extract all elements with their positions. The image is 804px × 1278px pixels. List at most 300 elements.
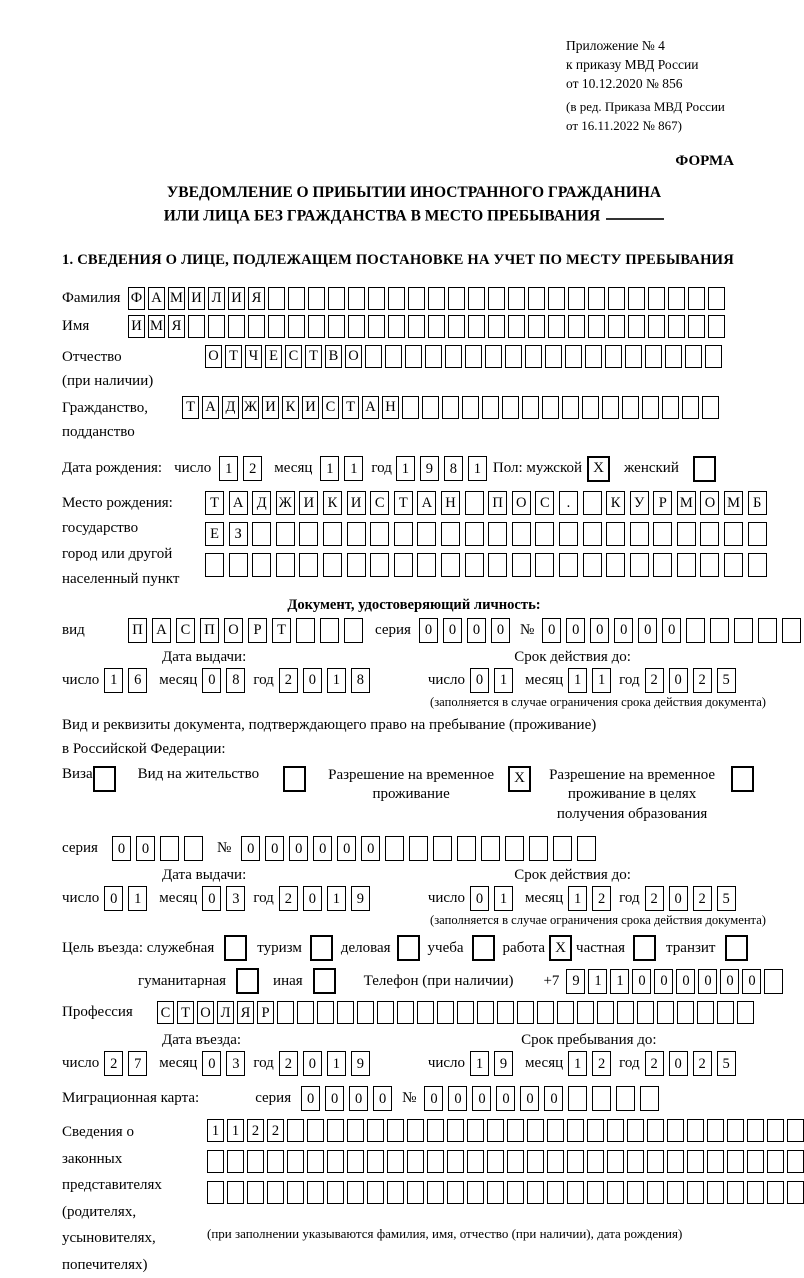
char-cell[interactable] <box>394 553 413 577</box>
char-cell[interactable] <box>568 287 585 310</box>
char-cell[interactable] <box>387 1150 404 1173</box>
char-cell[interactable] <box>527 1119 544 1142</box>
char-cell[interactable] <box>328 315 345 338</box>
char-cell[interactable] <box>667 1119 684 1142</box>
char-cell[interactable]: П <box>488 491 507 515</box>
temp-residence-education-checkbox[interactable] <box>731 766 754 792</box>
char-cell[interactable] <box>537 1001 554 1024</box>
char-cell[interactable] <box>347 553 366 577</box>
char-cell[interactable] <box>394 522 413 546</box>
char-cell[interactable] <box>347 1181 364 1204</box>
char-cell[interactable]: 0 <box>662 618 681 643</box>
char-cell[interactable]: 1 <box>568 1051 587 1076</box>
char-cell[interactable] <box>385 836 404 861</box>
char-cell[interactable] <box>667 1150 684 1173</box>
permit-issue-year-cells[interactable] <box>279 886 370 911</box>
char-cell[interactable] <box>508 287 525 310</box>
char-cell[interactable] <box>267 1181 284 1204</box>
char-cell[interactable] <box>668 315 685 338</box>
char-cell[interactable] <box>657 1001 674 1024</box>
char-cell[interactable]: О <box>512 491 531 515</box>
char-cell[interactable] <box>548 287 565 310</box>
char-cell[interactable] <box>787 1181 804 1204</box>
char-cell[interactable] <box>568 315 585 338</box>
char-cell[interactable] <box>208 315 225 338</box>
char-cell[interactable] <box>616 1086 635 1111</box>
char-cell[interactable] <box>677 1001 694 1024</box>
purpose-private-checkbox[interactable] <box>633 935 656 961</box>
char-cell[interactable] <box>617 1001 634 1024</box>
char-cell[interactable] <box>622 396 639 419</box>
char-cell[interactable] <box>710 618 729 643</box>
char-cell[interactable]: 3 <box>226 1051 245 1076</box>
sex-female-checkbox[interactable] <box>693 456 716 482</box>
doc-series-cells[interactable] <box>419 618 510 643</box>
char-cell[interactable]: 0 <box>491 618 510 643</box>
char-cell[interactable] <box>487 1150 504 1173</box>
char-cell[interactable] <box>227 1181 244 1204</box>
char-cell[interactable]: М <box>677 491 696 515</box>
char-cell[interactable] <box>630 553 649 577</box>
char-cell[interactable] <box>465 491 484 515</box>
char-cell[interactable] <box>687 1150 704 1173</box>
char-cell[interactable]: Л <box>208 287 225 310</box>
char-cell[interactable]: О <box>700 491 719 515</box>
char-cell[interactable] <box>787 1150 804 1173</box>
char-cell[interactable]: 9 <box>566 969 585 994</box>
char-cell[interactable] <box>227 1150 244 1173</box>
char-cell[interactable] <box>602 396 619 419</box>
permit-expiry-day-cells[interactable] <box>470 886 513 911</box>
char-cell[interactable] <box>606 553 625 577</box>
purpose-business-checkbox[interactable] <box>397 935 420 961</box>
char-cell[interactable]: 2 <box>592 1051 611 1076</box>
char-cell[interactable] <box>705 345 722 368</box>
char-cell[interactable] <box>323 553 342 577</box>
purpose-other-checkbox[interactable] <box>313 968 336 994</box>
char-cell[interactable] <box>577 1001 594 1024</box>
char-cell[interactable] <box>727 1181 744 1204</box>
char-cell[interactable]: 0 <box>566 618 585 643</box>
char-cell[interactable] <box>607 1181 624 1204</box>
char-cell[interactable]: Я <box>248 287 265 310</box>
char-cell[interactable]: О <box>224 618 243 643</box>
char-cell[interactable]: 0 <box>443 618 462 643</box>
purpose-study-checkbox[interactable] <box>472 935 495 961</box>
char-cell[interactable]: 0 <box>104 886 123 911</box>
char-cell[interactable] <box>707 1150 724 1173</box>
char-cell[interactable] <box>160 836 179 861</box>
char-cell[interactable]: 0 <box>698 969 717 994</box>
char-cell[interactable] <box>700 522 719 546</box>
char-cell[interactable]: 0 <box>241 836 260 861</box>
char-cell[interactable]: 1 <box>320 456 339 481</box>
char-cell[interactable] <box>465 522 484 546</box>
permit-series-cells[interactable] <box>112 836 203 861</box>
char-cell[interactable]: 2 <box>247 1119 264 1142</box>
char-cell[interactable]: 0 <box>349 1086 368 1111</box>
char-cell[interactable]: О <box>205 345 222 368</box>
char-cell[interactable] <box>583 522 602 546</box>
char-cell[interactable] <box>448 287 465 310</box>
char-cell[interactable] <box>529 836 548 861</box>
char-cell[interactable] <box>252 553 271 577</box>
char-cell[interactable]: Л <box>217 1001 234 1024</box>
temp-residence-permit-checkbox[interactable]: X <box>508 766 531 792</box>
purpose-tourism-checkbox[interactable] <box>310 935 333 961</box>
char-cell[interactable]: 0 <box>638 618 657 643</box>
char-cell[interactable] <box>567 1181 584 1204</box>
char-cell[interactable]: 0 <box>470 668 489 693</box>
char-cell[interactable] <box>433 836 452 861</box>
char-cell[interactable]: С <box>176 618 195 643</box>
char-cell[interactable] <box>577 836 596 861</box>
char-cell[interactable]: 0 <box>590 618 609 643</box>
char-cell[interactable]: А <box>417 491 436 515</box>
char-cell[interactable] <box>229 553 248 577</box>
char-cell[interactable] <box>583 553 602 577</box>
char-cell[interactable] <box>299 522 318 546</box>
char-cell[interactable] <box>767 1181 784 1204</box>
char-cell[interactable]: 1 <box>207 1119 224 1142</box>
char-cell[interactable] <box>688 287 705 310</box>
char-cell[interactable]: 0 <box>467 618 486 643</box>
char-cell[interactable]: И <box>299 491 318 515</box>
char-cell[interactable] <box>645 345 662 368</box>
patronymic-cells[interactable] <box>205 345 722 368</box>
char-cell[interactable] <box>608 315 625 338</box>
char-cell[interactable]: Т <box>272 618 291 643</box>
char-cell[interactable] <box>477 1001 494 1024</box>
char-cell[interactable]: Ч <box>245 345 262 368</box>
char-cell[interactable] <box>505 345 522 368</box>
char-cell[interactable]: 0 <box>470 886 489 911</box>
char-cell[interactable] <box>607 1150 624 1173</box>
char-cell[interactable] <box>707 1181 724 1204</box>
char-cell[interactable] <box>328 287 345 310</box>
char-cell[interactable] <box>553 836 572 861</box>
char-cell[interactable] <box>648 287 665 310</box>
char-cell[interactable] <box>627 1150 644 1173</box>
char-cell[interactable]: 0 <box>614 618 633 643</box>
char-cell[interactable] <box>767 1119 784 1142</box>
char-cell[interactable]: Т <box>342 396 359 419</box>
char-cell[interactable]: 0 <box>720 969 739 994</box>
char-cell[interactable] <box>320 618 339 643</box>
char-cell[interactable] <box>588 287 605 310</box>
char-cell[interactable] <box>277 1001 294 1024</box>
char-cell[interactable]: 3 <box>226 886 245 911</box>
char-cell[interactable]: Е <box>265 345 282 368</box>
char-cell[interactable] <box>487 1181 504 1204</box>
char-cell[interactable]: 1 <box>468 456 487 481</box>
char-cell[interactable] <box>247 1150 264 1173</box>
char-cell[interactable] <box>627 1181 644 1204</box>
char-cell[interactable]: К <box>606 491 625 515</box>
char-cell[interactable] <box>347 1119 364 1142</box>
char-cell[interactable]: Т <box>205 491 224 515</box>
birth-month-cells[interactable] <box>320 456 363 481</box>
char-cell[interactable] <box>606 522 625 546</box>
char-cell[interactable]: 0 <box>361 836 380 861</box>
char-cell[interactable] <box>297 1001 314 1024</box>
doc-number-cells[interactable] <box>542 618 801 643</box>
permit-expiry-year-cells[interactable] <box>645 886 736 911</box>
char-cell[interactable]: М <box>148 315 165 338</box>
char-cell[interactable] <box>407 1150 424 1173</box>
representatives-row3-cells[interactable] <box>207 1181 804 1204</box>
char-cell[interactable]: 1 <box>470 1051 489 1076</box>
char-cell[interactable]: 5 <box>717 1051 736 1076</box>
char-cell[interactable]: 2 <box>645 668 664 693</box>
char-cell[interactable] <box>640 1086 659 1111</box>
char-cell[interactable]: 0 <box>669 1051 688 1076</box>
char-cell[interactable] <box>548 315 565 338</box>
char-cell[interactable] <box>625 345 642 368</box>
char-cell[interactable] <box>717 1001 734 1024</box>
char-cell[interactable]: 0 <box>632 969 651 994</box>
char-cell[interactable] <box>605 345 622 368</box>
char-cell[interactable]: С <box>370 491 389 515</box>
char-cell[interactable] <box>205 553 224 577</box>
char-cell[interactable]: 2 <box>279 668 298 693</box>
char-cell[interactable] <box>288 315 305 338</box>
entry-year-cells[interactable] <box>279 1051 370 1076</box>
char-cell[interactable] <box>402 396 419 419</box>
char-cell[interactable] <box>627 1119 644 1142</box>
char-cell[interactable] <box>687 1119 704 1142</box>
purpose-transit-checkbox[interactable] <box>725 935 748 961</box>
char-cell[interactable]: 2 <box>693 886 712 911</box>
char-cell[interactable]: 8 <box>226 668 245 693</box>
char-cell[interactable] <box>357 1001 374 1024</box>
char-cell[interactable] <box>507 1150 524 1173</box>
char-cell[interactable] <box>252 522 271 546</box>
char-cell[interactable]: 8 <box>444 456 463 481</box>
char-cell[interactable] <box>662 396 679 419</box>
char-cell[interactable] <box>588 315 605 338</box>
char-cell[interactable]: Д <box>222 396 239 419</box>
char-cell[interactable]: С <box>285 345 302 368</box>
char-cell[interactable] <box>417 553 436 577</box>
char-cell[interactable] <box>488 287 505 310</box>
id-expiry-year-cells[interactable] <box>645 668 736 693</box>
char-cell[interactable]: Т <box>394 491 413 515</box>
char-cell[interactable]: Ф <box>128 287 145 310</box>
char-cell[interactable]: 5 <box>717 886 736 911</box>
char-cell[interactable]: 0 <box>448 1086 467 1111</box>
char-cell[interactable]: А <box>229 491 248 515</box>
char-cell[interactable] <box>367 1181 384 1204</box>
char-cell[interactable]: 0 <box>542 618 561 643</box>
char-cell[interactable]: 2 <box>645 1051 664 1076</box>
char-cell[interactable] <box>317 1001 334 1024</box>
char-cell[interactable] <box>527 1181 544 1204</box>
char-cell[interactable]: М <box>724 491 743 515</box>
doc-type-cells[interactable] <box>128 618 363 643</box>
char-cell[interactable] <box>647 1181 664 1204</box>
char-cell[interactable] <box>488 522 507 546</box>
char-cell[interactable] <box>368 315 385 338</box>
char-cell[interactable]: 0 <box>289 836 308 861</box>
id-issue-day-cells[interactable] <box>104 668 147 693</box>
char-cell[interactable] <box>708 287 725 310</box>
char-cell[interactable] <box>487 1119 504 1142</box>
char-cell[interactable] <box>365 345 382 368</box>
char-cell[interactable]: 1 <box>219 456 238 481</box>
char-cell[interactable] <box>437 1001 454 1024</box>
char-cell[interactable] <box>468 315 485 338</box>
representatives-row2-cells[interactable] <box>207 1150 804 1173</box>
char-cell[interactable]: 0 <box>325 1086 344 1111</box>
char-cell[interactable] <box>347 522 366 546</box>
char-cell[interactable] <box>408 315 425 338</box>
char-cell[interactable]: И <box>302 396 319 419</box>
char-cell[interactable]: 0 <box>301 1086 320 1111</box>
entry-month-cells[interactable] <box>202 1051 245 1076</box>
char-cell[interactable] <box>385 345 402 368</box>
citizenship-cells[interactable] <box>182 396 719 419</box>
char-cell[interactable]: 1 <box>568 668 587 693</box>
char-cell[interactable] <box>535 553 554 577</box>
char-cell[interactable]: 1 <box>327 1051 346 1076</box>
char-cell[interactable]: 1 <box>396 456 415 481</box>
char-cell[interactable] <box>702 396 719 419</box>
phone-cells[interactable] <box>566 969 783 994</box>
char-cell[interactable] <box>388 287 405 310</box>
char-cell[interactable] <box>407 1119 424 1142</box>
char-cell[interactable] <box>747 1150 764 1173</box>
char-cell[interactable]: С <box>157 1001 174 1024</box>
char-cell[interactable] <box>370 522 389 546</box>
char-cell[interactable] <box>724 553 743 577</box>
char-cell[interactable] <box>465 345 482 368</box>
char-cell[interactable] <box>628 287 645 310</box>
char-cell[interactable] <box>447 1181 464 1204</box>
char-cell[interactable] <box>708 315 725 338</box>
char-cell[interactable] <box>427 1181 444 1204</box>
char-cell[interactable]: С <box>322 396 339 419</box>
char-cell[interactable] <box>525 345 542 368</box>
char-cell[interactable]: 2 <box>279 886 298 911</box>
char-cell[interactable] <box>428 287 445 310</box>
char-cell[interactable] <box>585 345 602 368</box>
char-cell[interactable] <box>653 553 672 577</box>
char-cell[interactable] <box>207 1181 224 1204</box>
char-cell[interactable]: 1 <box>327 668 346 693</box>
birth-day-cells[interactable] <box>219 456 262 481</box>
char-cell[interactable] <box>497 1001 514 1024</box>
char-cell[interactable] <box>409 836 428 861</box>
permit-expiry-month-cells[interactable] <box>568 886 611 911</box>
char-cell[interactable]: К <box>323 491 342 515</box>
char-cell[interactable]: 9 <box>351 886 370 911</box>
char-cell[interactable] <box>587 1119 604 1142</box>
birthplace-row2-cells[interactable] <box>205 522 767 546</box>
id-issue-month-cells[interactable] <box>202 668 245 693</box>
char-cell[interactable] <box>630 522 649 546</box>
char-cell[interactable] <box>425 345 442 368</box>
char-cell[interactable] <box>557 1001 574 1024</box>
char-cell[interactable]: Б <box>748 491 767 515</box>
char-cell[interactable]: 0 <box>303 1051 322 1076</box>
char-cell[interactable] <box>299 553 318 577</box>
char-cell[interactable]: 2 <box>592 886 611 911</box>
char-cell[interactable] <box>700 553 719 577</box>
char-cell[interactable]: И <box>188 287 205 310</box>
char-cell[interactable]: О <box>197 1001 214 1024</box>
char-cell[interactable] <box>727 1150 744 1173</box>
char-cell[interactable]: П <box>200 618 219 643</box>
char-cell[interactable] <box>758 618 777 643</box>
char-cell[interactable]: 9 <box>351 1051 370 1076</box>
char-cell[interactable] <box>287 1150 304 1173</box>
char-cell[interactable] <box>207 1150 224 1173</box>
birth-year-cells[interactable] <box>396 456 487 481</box>
char-cell[interactable]: 1 <box>327 886 346 911</box>
char-cell[interactable]: 0 <box>202 668 221 693</box>
id-expiry-day-cells[interactable] <box>470 668 513 693</box>
char-cell[interactable] <box>462 396 479 419</box>
char-cell[interactable] <box>653 522 672 546</box>
char-cell[interactable] <box>387 1119 404 1142</box>
sex-male-checkbox[interactable]: X <box>587 456 610 482</box>
char-cell[interactable] <box>547 1150 564 1173</box>
char-cell[interactable]: А <box>152 618 171 643</box>
char-cell[interactable] <box>547 1181 564 1204</box>
char-cell[interactable] <box>367 1150 384 1173</box>
char-cell[interactable]: Т <box>182 396 199 419</box>
char-cell[interactable] <box>647 1150 664 1173</box>
char-cell[interactable]: Ж <box>276 491 295 515</box>
char-cell[interactable] <box>505 836 524 861</box>
char-cell[interactable]: Н <box>441 491 460 515</box>
permit-issue-day-cells[interactable] <box>104 886 147 911</box>
purpose-work-checkbox[interactable]: X <box>549 935 572 961</box>
char-cell[interactable]: 0 <box>472 1086 491 1111</box>
char-cell[interactable] <box>307 1181 324 1204</box>
char-cell[interactable] <box>528 287 545 310</box>
char-cell[interactable] <box>417 1001 434 1024</box>
char-cell[interactable] <box>268 287 285 310</box>
char-cell[interactable] <box>542 396 559 419</box>
char-cell[interactable] <box>583 491 602 515</box>
purpose-humanitarian-checkbox[interactable] <box>236 968 259 994</box>
char-cell[interactable] <box>737 1001 754 1024</box>
char-cell[interactable]: 0 <box>424 1086 443 1111</box>
char-cell[interactable] <box>582 396 599 419</box>
char-cell[interactable] <box>442 396 459 419</box>
char-cell[interactable] <box>488 315 505 338</box>
char-cell[interactable] <box>677 553 696 577</box>
char-cell[interactable]: 0 <box>313 836 332 861</box>
entry-day-cells[interactable] <box>104 1051 147 1076</box>
stay-year-cells[interactable] <box>645 1051 736 1076</box>
char-cell[interactable]: И <box>262 396 279 419</box>
char-cell[interactable]: Т <box>177 1001 194 1024</box>
char-cell[interactable]: А <box>202 396 219 419</box>
char-cell[interactable]: У <box>630 491 649 515</box>
char-cell[interactable]: 1 <box>494 668 513 693</box>
char-cell[interactable] <box>642 396 659 419</box>
char-cell[interactable] <box>522 396 539 419</box>
char-cell[interactable] <box>445 345 462 368</box>
char-cell[interactable]: С <box>535 491 554 515</box>
char-cell[interactable] <box>482 396 499 419</box>
char-cell[interactable]: М <box>168 287 185 310</box>
char-cell[interactable]: Р <box>257 1001 274 1024</box>
char-cell[interactable] <box>388 315 405 338</box>
